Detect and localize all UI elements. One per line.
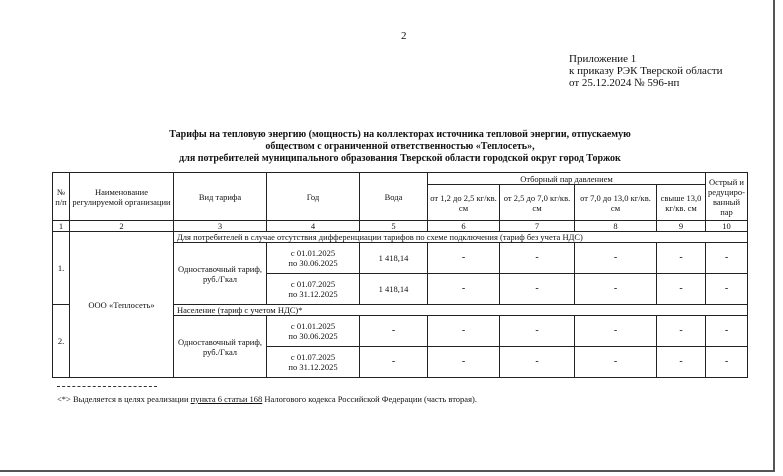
tariff-table: [52, 172, 748, 378]
steam-value: -: [575, 347, 657, 378]
appendix-line: от 25.12.2024 № 596-нп: [569, 77, 680, 89]
water-value: -: [360, 347, 428, 378]
header-steam-2: от 2,5 до 7,0 кг/кв. см: [500, 185, 575, 221]
footnote-prefix: <*> Выделяется в целях реализации: [57, 394, 191, 404]
title-line: обществом с ограниченной ответственностью «Теплосеть»,: [265, 141, 535, 152]
steam-value: -: [500, 274, 575, 305]
col-number: 7: [500, 221, 575, 232]
row-number: 1.: [53, 232, 70, 305]
steam-value: -: [657, 243, 706, 274]
period-cell: [267, 347, 360, 378]
steam-value: -: [428, 243, 500, 274]
period-to: по 30.06.2025: [288, 331, 338, 341]
tariff-type: Одноставочный тариф, руб./Гкал: [174, 316, 267, 378]
header-sharp-steam: Острый и редуциро-ванный пар: [706, 173, 748, 221]
sharp-steam-value: -: [706, 316, 748, 347]
col-number: 10: [706, 221, 748, 232]
steam-value: -: [428, 347, 500, 378]
period-cell: [267, 316, 360, 347]
title-line: для потребителей муниципального образования Тверской области городской округ город Торжок: [179, 153, 621, 164]
period-from: с 01.07.2025: [290, 352, 336, 362]
header-tariff-type: Вид тарифа: [174, 173, 267, 221]
steam-value: -: [657, 347, 706, 378]
water-value: 1 418,14: [360, 274, 428, 305]
header-year: Год: [267, 173, 360, 221]
sharp-steam-value: -: [706, 347, 748, 378]
appendix-line: к приказу РЭК Тверской области: [569, 65, 723, 77]
document-title: [90, 129, 710, 165]
footnote-suffix: Налогового кодекса Российской Федерации (часть вторая).: [262, 394, 477, 404]
period-to: по 31.12.2025: [288, 289, 338, 299]
period-from: с 01.01.2025: [290, 248, 336, 258]
header-num: № п/п: [53, 173, 70, 221]
period-from: с 01.07.2025: [290, 279, 336, 289]
section-label: Население (тариф с учетом НДС)*: [174, 305, 748, 316]
steam-value: -: [428, 316, 500, 347]
steam-value: -: [500, 316, 575, 347]
header-steam-group: Отборный пар давлением: [428, 173, 706, 185]
col-number: 2: [70, 221, 174, 232]
col-number: 8: [575, 221, 657, 232]
steam-value: -: [428, 274, 500, 305]
steam-value: -: [575, 274, 657, 305]
row-number: 2.: [53, 305, 70, 378]
steam-value: -: [657, 274, 706, 305]
tariff-type: Одноставочный тариф, руб./Гкал: [174, 243, 267, 305]
col-number: 4: [267, 221, 360, 232]
steam-value: -: [575, 316, 657, 347]
page-number: 2: [401, 30, 407, 42]
footnote-link[interactable]: пункта 6 статьи 168: [190, 394, 263, 404]
appendix-line: Приложение 1: [569, 53, 637, 65]
footnote: [57, 394, 477, 404]
col-number: 6: [428, 221, 500, 232]
sharp-steam-value: -: [706, 243, 748, 274]
steam-value: -: [500, 347, 575, 378]
water-value: 1 418,14: [360, 243, 428, 274]
period-to: по 31.12.2025: [288, 362, 338, 372]
section-label: Для потребителей в случае отсутствия дифференциации тарифов по схеме подключения (тариф без учета НДС): [174, 232, 748, 243]
header-steam-4: свыше 13,0 кг/кв. см: [657, 185, 706, 221]
water-value: -: [360, 316, 428, 347]
header-steam-1: от 1,2 до 2,5 кг/кв. см: [428, 185, 500, 221]
steam-value: -: [657, 316, 706, 347]
title-line: Тарифы на тепловую энергию (мощность) на коллекторах источника тепловой энергии, отпускаемую: [169, 129, 631, 140]
col-number: 5: [360, 221, 428, 232]
appendix-header: [569, 53, 723, 89]
header-steam-3: от 7,0 до 13,0 кг/кв. см: [575, 185, 657, 221]
steam-value: -: [575, 243, 657, 274]
col-number: 3: [174, 221, 267, 232]
org-name: ООО «Теплосеть»: [70, 232, 174, 378]
period-cell: [267, 243, 360, 274]
period-to: по 30.06.2025: [288, 258, 338, 268]
col-number: 1: [53, 221, 70, 232]
col-number: 9: [657, 221, 706, 232]
period-cell: [267, 274, 360, 305]
sharp-steam-value: -: [706, 274, 748, 305]
period-from: с 01.01.2025: [290, 321, 336, 331]
footnote-divider: [57, 386, 157, 387]
header-org: Наименование регулируемой организации: [70, 173, 174, 221]
header-water: Вода: [360, 173, 428, 221]
steam-value: -: [500, 243, 575, 274]
